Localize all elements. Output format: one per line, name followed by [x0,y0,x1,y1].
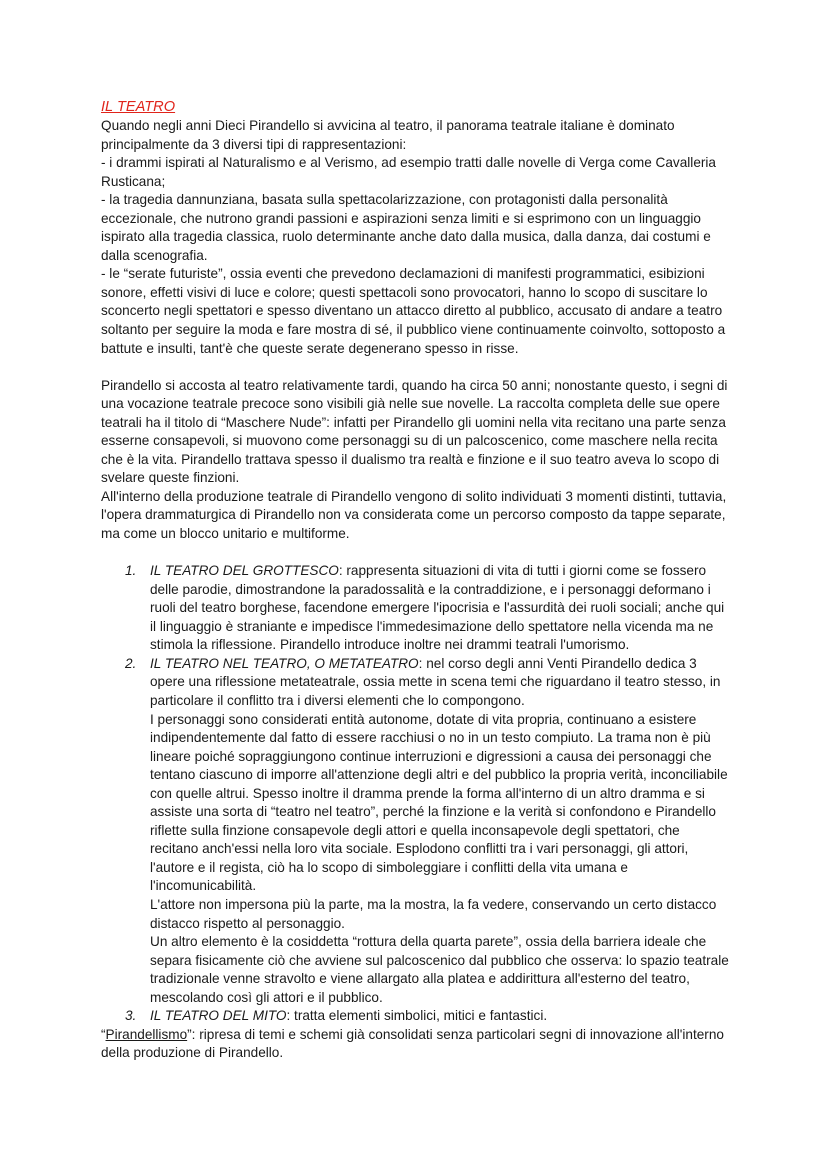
moment-title: IL TEATRO DEL MITO [150,1008,287,1024]
intro-paragraph: Quando negli anni Dieci Pirandello si avvicina al teatro, il panorama teatrale italiane è dominato principalmente da 3 diversi tipi di rappresentazioni: [101,118,675,152]
moment-text: : nel corso degli anni Venti Pirandello dedica 3 opere una riflessione metateatrale, ossia mette in scena temi che riguardano il teatro stesso, in particolare il conflitto tra i diversi elementi che lo compongono. [150,655,721,708]
moment-item-metateatro [125,655,730,1007]
moment-paragraph-attore: L'attore non impersona più la parte, ma la mostra, la fa vedere, conservando un certo distacco distacco rispetto al personaggio. [150,896,717,931]
moment-title: IL TEATRO NEL TEATRO, O METATEATRO [150,655,419,671]
closing-text: : ripresa di temi e schemi già consolidati senza particolari segni di innovazione all'interno della produzione di Pirandello. [101,1026,724,1061]
moment-text: : tratta elementi simbolici, mitici e fantastici. [286,1008,548,1024]
moment-paragraph [150,1007,730,1026]
closing-close-quote: ” [187,1026,192,1042]
moment-item-mito [125,1007,730,1026]
closing-paragraph [101,1026,730,1063]
moment-paragraph-personaggi: I personaggi sono considerati entità autonome, dotate di vita propria, continuano a esistere indipendentemente dal fatto di essere racchiusi o no in un testo compiuto. La trama non è più lineare poiché sopraggiungono continue interruzioni e digressioni a causa dei personaggi che tentano ciascuno di imporre all'attenzione degli altri e del pubblico la propria verità, inconciliabile con quelle altrui. Spesso inoltre il dramma prende la forma all'interno di un altro dramma e si assiste una sorta di “teatro nel teatro”, perché la finzione e la verità si confondono e Pirandello riflette sulla finzione consapevole degli attori e quella inconsapevole degli spettatori, che recitano anch'essi nella loro vita sociale. Esplodono conflitti tra i vari personaggi, gli attori, l'autore e il regista, ciò ha lo scopo di simboleggiare i conflitti della vita umana e l'incomunicabilità. [150,711,728,894]
moments-list [101,562,730,1026]
paragraph-spacer [101,358,730,377]
moment-number: 1. [125,563,137,579]
moment-number: 3. [125,1008,137,1024]
moment-paragraph [150,562,730,655]
bullet-dannunziana: - la tragedia dannunziana, basata sulla spettacolarizzazione, con protagonisti dalla personalità eccezionale, che nutrono grandi passioni e aspirazioni senza limiti e si esprimono con un linguaggio ispirato alla tragedia classica, ruolo determinante anche dato dalla musica, dalla danza, dai costumi e dalla scenografia. [101,192,711,263]
moment-paragraph [150,655,730,711]
paragraph-momenti: All'interno della produzione teatrale di Pirandello vengono di solito individuati 3 momenti distinti, tuttavia, l'opera drammaturgica di Pirandello non va considerata come un percorso composto da tappe separate, ma come un blocco unitario e multiforme. [101,488,727,542]
moment-paragraph-quarta-parete: Un altro elemento è la cosiddetta “rottura della quarta parete”, ossia della barriera ideale che separa fisicamente ciò che avviene sul palcoscenico dal pubblico che osserva: lo spazio teatrale tradizionale venne stravolto e viene allargato alla platea e addirittura all'esterno del teatro, mescolando così gli attori e il pubblico. [150,934,729,1005]
moment-title: IL TEATRO DEL GROTTESCO [150,563,339,579]
closing-open-quote: “ [101,1026,106,1042]
moment-text: : rappresenta situazioni di vita di tutti i giorni come se fossero delle parodie, dimostrandone la paradossalità e la contraddizione, e i personaggi deformano i ruoli del teatro borghese, facendone emergere l'ipocrisia e l'assurdità dei ruoli sociali; anche qui il linguaggio è straniante e impedisce l'immedesimazione dello spettatore nella vicenda ma ne stimola la riflessione. Pirandello introduce inoltre nei drammi teatrali l'umorismo. [150,563,725,653]
moment-number: 2. [125,655,137,671]
bullet-naturalismo: - i drammi ispirati al Naturalismo e al Verismo, ad esempio tratti dalle novelle di Verga come Cavalleria Rusticana; [101,155,716,189]
moment-item-grottesco [125,562,730,655]
closing-term: Pirandellismo [105,1026,188,1042]
paragraph-maschere-nude: Pirandello si accosta al teatro relativamente tardi, quando ha circa 50 anni; nonostante questo, i segni di una vocazione teatrale precoce sono visibili già nelle sue novelle. La raccolta completa delle sue opere teatrali ha il titolo di “Maschere Nude”: infatti per Pirandello gli uomini nella vita recitano una parte senza esserne consapevoli, si muovono come personaggi su di un palcoscenico, come maschere nella recita che è la vita. Pirandello trattava spesso il dualismo tra realtà e finzione e il suo teatro aveva lo scopo di svelare queste finzioni. [101,377,728,486]
document-title: IL TEATRO [101,99,176,115]
bullet-futuriste: - le “serate futuriste”, ossia eventi che prevedono declamazioni di manifesti programmatici, esibizioni sonore, effetti visivi di luce e colore; questi spettacoli sono provocatori, hanno lo scopo di suscitare lo sconcerto negli spettatori e spesso diventano un attacco diretto al pubblico, accusato di andare a teatro soltanto per seguire la moda e fare mostra di sé, il pubblico viene continuamente coinvolto, sottoposto a battute e insulti, tant'è che queste serate degenerano spesso in risse. [101,266,726,356]
